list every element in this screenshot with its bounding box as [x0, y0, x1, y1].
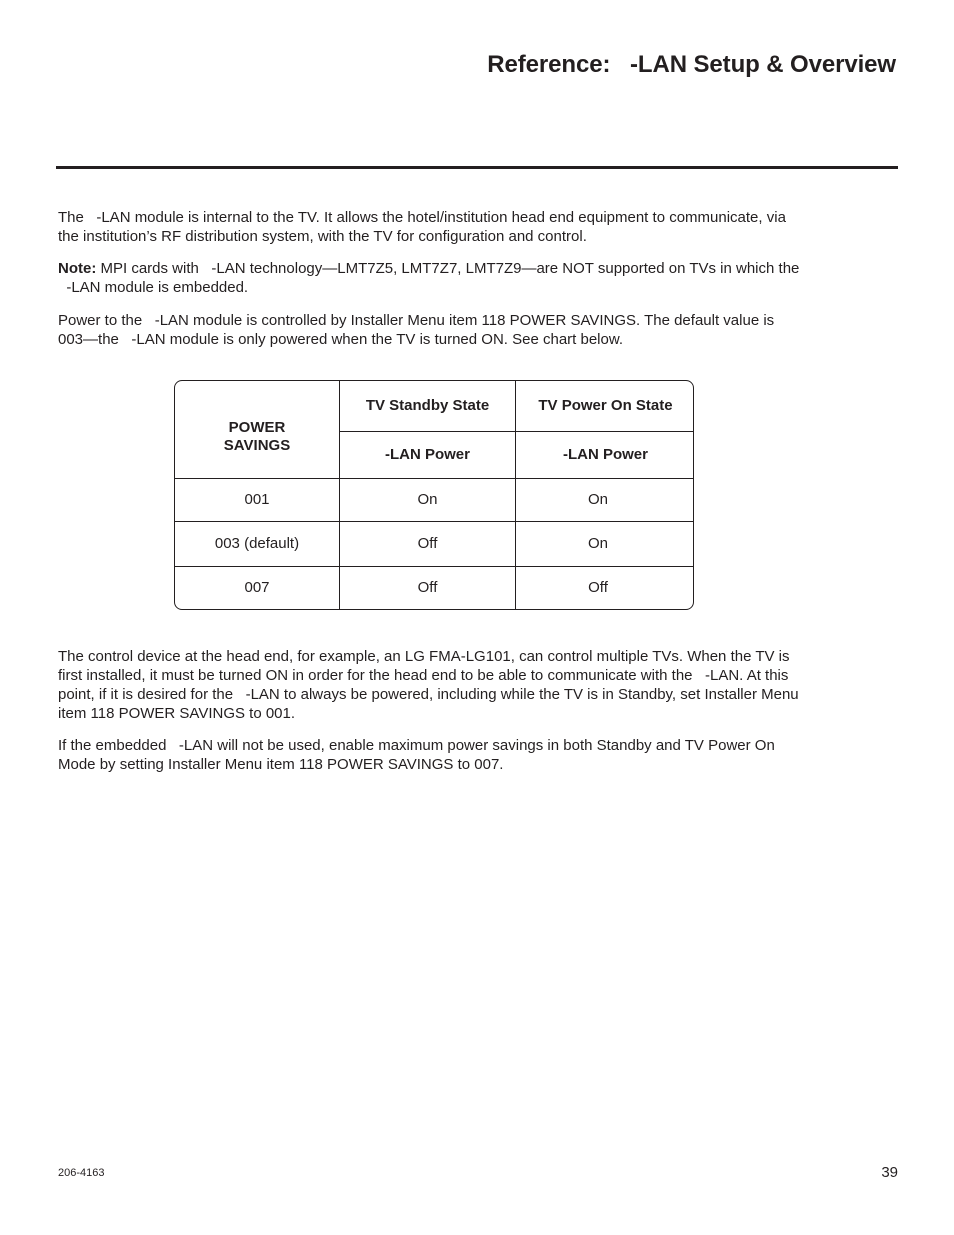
table-cell-power-on: Off — [588, 579, 608, 596]
table-cell-standby: On — [417, 491, 438, 508]
max-savings-paragraph: If the embedded -LAN will not be used, enable maximum power savings in both Standby and TV Power On Mode by setting Installer Menu item 118 POWER SAVINGS to 007. — [58, 737, 775, 773]
note-text: MPI cards with -LAN technology—LMT7Z5, LMT7Z7, LMT7Z9—are NOT supported on TVs in which the -LAN module is embedded. — [66, 260, 800, 296]
table-cell-power-on: On — [587, 535, 608, 552]
header-power-on-state: TV Power On State — [538, 397, 673, 414]
page-title: Reference: -LAN Setup & Overview — [487, 51, 896, 78]
table-cell-setting: 007 — [244, 579, 270, 596]
note-label: Note: — [58, 260, 97, 277]
power-paragraph: Power to the -LAN module is controlled by Installer Menu item 118 POWER SAVINGS. The default value is 003—the -LAN module is only powered when the TV is turned ON. See chart below. — [58, 312, 775, 348]
header-power-savings: POWER SAVINGS — [223, 419, 291, 454]
intro-paragraph: The -LAN module is internal to the TV. It allows the hotel/institution head end equipment to communicate, via the institution’s RF distribution system, with the TV for configuration and control. — [58, 209, 786, 245]
title-rule — [56, 166, 898, 169]
power-savings-table — [174, 380, 694, 610]
table-cell-setting: 003 (default) — [214, 535, 300, 552]
note-paragraph — [58, 259, 858, 297]
subheader-power-on-lan-power: -LAN Power — [562, 446, 648, 463]
document-number: 206-4163 — [58, 1167, 105, 1179]
control-device-paragraph: The control device at the head end, for example, an LG FMA-LG101, can control multiple TVs. When the TV is first installed, it must be turned ON in order for the head end to be able to communicate with the -LAN. At this point, if it is desired for the -LAN to always be powered, including while the TV is in Standby, set Installer Menu item 118 POWER SAVINGS to 001. — [58, 648, 799, 722]
table-cell-setting: 001 — [244, 491, 270, 508]
table-cell-standby: Off — [417, 579, 438, 596]
subheader-standby-lan-power: -LAN Power — [384, 446, 470, 463]
table-cell-power-on: On — [587, 491, 608, 508]
header-standby-state: TV Standby State — [365, 397, 490, 414]
page-number: 39 — [881, 1164, 898, 1181]
table-cell-standby: Off — [417, 535, 438, 552]
